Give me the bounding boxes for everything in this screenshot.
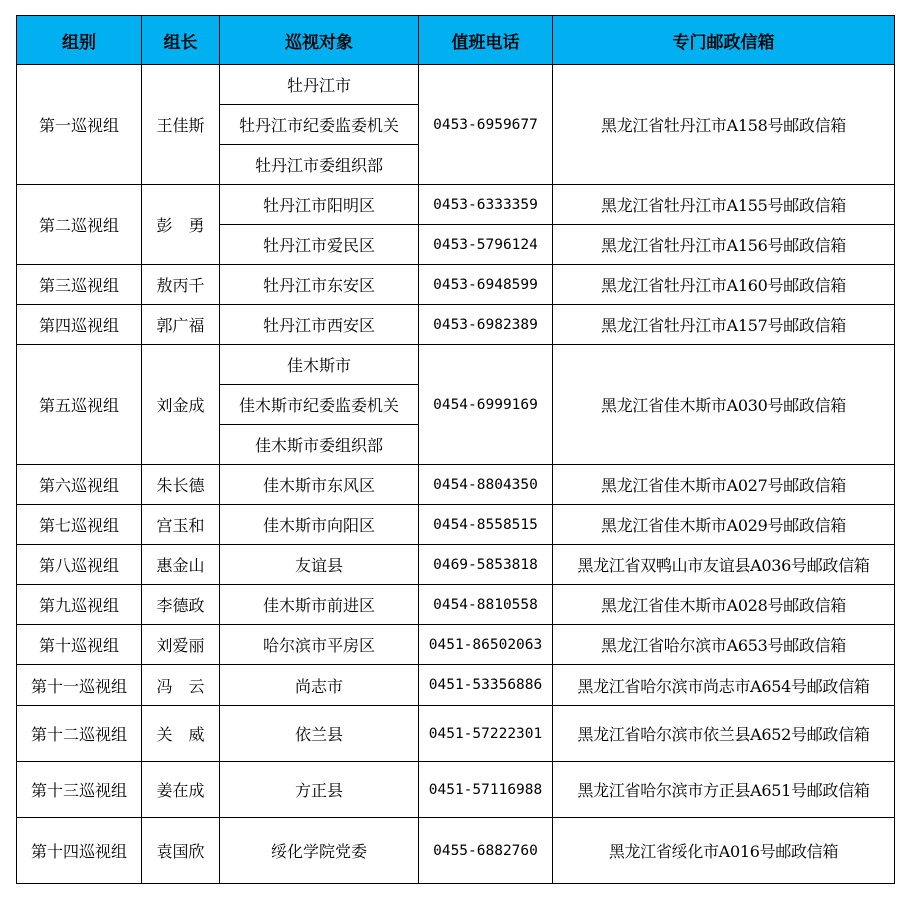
target-name: 佳木斯市	[220, 345, 419, 385]
leader-name: 彭 勇	[142, 185, 220, 265]
group-name: 第十三巡视组	[17, 762, 142, 818]
group-name: 第六巡视组	[17, 465, 142, 505]
target-name: 哈尔滨市平房区	[220, 625, 419, 665]
header-mailbox: 专门邮政信箱	[553, 16, 895, 65]
mailbox: 黑龙江省佳木斯市A028号邮政信箱	[553, 585, 895, 625]
duty-phone: 0453-6333359	[419, 185, 553, 225]
target-name: 牡丹江市东安区	[220, 265, 419, 305]
duty-phone: 0455-6882760	[419, 818, 553, 884]
leader-name: 关 威	[142, 706, 220, 762]
group-name: 第四巡视组	[17, 305, 142, 345]
group-name: 第十四巡视组	[17, 818, 142, 884]
group-name: 第七巡视组	[17, 505, 142, 545]
target-name: 佳木斯市前进区	[220, 585, 419, 625]
leader-name: 宫玉和	[142, 505, 220, 545]
group-name: 第十巡视组	[17, 625, 142, 665]
mailbox: 黑龙江省哈尔滨市A653号邮政信箱	[553, 625, 895, 665]
group-name: 第十二巡视组	[17, 706, 142, 762]
leader-name: 姜在成	[142, 762, 220, 818]
target-name: 佳木斯市东风区	[220, 465, 419, 505]
target-name: 佳木斯市向阳区	[220, 505, 419, 545]
leader-name: 刘爱丽	[142, 625, 220, 665]
header-phone: 值班电话	[419, 16, 553, 65]
mailbox: 黑龙江省牡丹江市A156号邮政信箱	[553, 225, 895, 265]
target-name: 依兰县	[220, 706, 419, 762]
mailbox: 黑龙江省牡丹江市A157号邮政信箱	[553, 305, 895, 345]
target-name: 佳木斯市委组织部	[220, 425, 419, 465]
target-name: 牡丹江市阳明区	[220, 185, 419, 225]
group-name: 第五巡视组	[17, 345, 142, 465]
mailbox: 黑龙江省绥化市A016号邮政信箱	[553, 818, 895, 884]
leader-name: 李德政	[142, 585, 220, 625]
target-name: 绥化学院党委	[220, 818, 419, 884]
duty-phone: 0454-8804350	[419, 465, 553, 505]
group-name: 第十一巡视组	[17, 665, 142, 706]
mailbox: 黑龙江省哈尔滨市方正县A651号邮政信箱	[553, 762, 895, 818]
duty-phone: 0454-8558515	[419, 505, 553, 545]
inspection-groups-table	[16, 15, 895, 884]
group-name: 第三巡视组	[17, 265, 142, 305]
duty-phone: 0453-6959677	[419, 65, 553, 185]
target-name: 牡丹江市委组织部	[220, 145, 419, 185]
table-row	[17, 545, 895, 585]
table-row	[17, 818, 895, 884]
mailbox: 黑龙江省双鸭山市友谊县A036号邮政信箱	[553, 545, 895, 585]
mailbox: 黑龙江省牡丹江市A158号邮政信箱	[553, 65, 895, 185]
table-row	[17, 706, 895, 762]
table-row	[17, 762, 895, 818]
duty-phone: 0454-6999169	[419, 345, 553, 465]
table-row	[17, 345, 895, 385]
header-row	[17, 16, 895, 65]
mailbox: 黑龙江省佳木斯市A027号邮政信箱	[553, 465, 895, 505]
mailbox: 黑龙江省佳木斯市A030号邮政信箱	[553, 345, 895, 465]
target-name: 牡丹江市西安区	[220, 305, 419, 345]
target-name: 尚志市	[220, 665, 419, 706]
leader-name: 郭广福	[142, 305, 220, 345]
target-name: 牡丹江市纪委监委机关	[220, 105, 419, 145]
header-target: 巡视对象	[220, 16, 419, 65]
table-row	[17, 65, 895, 105]
mailbox: 黑龙江省佳木斯市A029号邮政信箱	[553, 505, 895, 545]
table-row	[17, 665, 895, 706]
header-group: 组别	[17, 16, 142, 65]
mailbox: 黑龙江省牡丹江市A160号邮政信箱	[553, 265, 895, 305]
target-name: 佳木斯市纪委监委机关	[220, 385, 419, 425]
table-row	[17, 465, 895, 505]
duty-phone: 0451-57116988	[419, 762, 553, 818]
duty-phone: 0453-6982389	[419, 305, 553, 345]
mailbox: 黑龙江省哈尔滨市尚志市A654号邮政信箱	[553, 665, 895, 706]
target-name: 牡丹江市	[220, 65, 419, 105]
target-name: 友谊县	[220, 545, 419, 585]
leader-name: 王佳斯	[142, 65, 220, 185]
duty-phone: 0453-5796124	[419, 225, 553, 265]
table-row	[17, 185, 895, 225]
leader-name: 冯 云	[142, 665, 220, 706]
group-name: 第九巡视组	[17, 585, 142, 625]
table-row	[17, 265, 895, 305]
leader-name: 惠金山	[142, 545, 220, 585]
mailbox: 黑龙江省哈尔滨市依兰县A652号邮政信箱	[553, 706, 895, 762]
table-row	[17, 585, 895, 625]
group-name: 第八巡视组	[17, 545, 142, 585]
leader-name: 袁国欣	[142, 818, 220, 884]
table-row	[17, 305, 895, 345]
table-row	[17, 505, 895, 545]
group-name: 第二巡视组	[17, 185, 142, 265]
target-name: 方正县	[220, 762, 419, 818]
duty-phone: 0451-57222301	[419, 706, 553, 762]
duty-phone: 0454-8810558	[419, 585, 553, 625]
mailbox: 黑龙江省牡丹江市A155号邮政信箱	[553, 185, 895, 225]
leader-name: 朱长德	[142, 465, 220, 505]
leader-name: 刘金成	[142, 345, 220, 465]
duty-phone: 0469-5853818	[419, 545, 553, 585]
header-leader: 组长	[142, 16, 220, 65]
target-name: 牡丹江市爱民区	[220, 225, 419, 265]
duty-phone: 0453-6948599	[419, 265, 553, 305]
leader-name: 敖丙千	[142, 265, 220, 305]
duty-phone: 0451-53356886	[419, 665, 553, 706]
duty-phone: 0451-86502063	[419, 625, 553, 665]
group-name: 第一巡视组	[17, 65, 142, 185]
table-row	[17, 625, 895, 665]
